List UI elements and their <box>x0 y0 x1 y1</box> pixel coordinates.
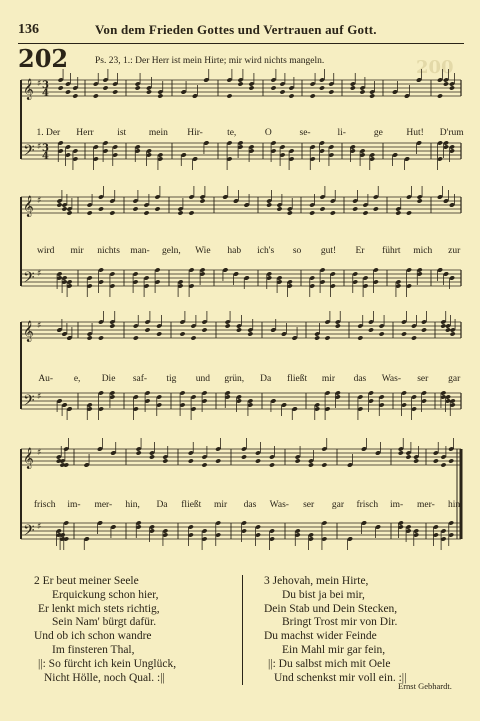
notehead <box>357 335 363 340</box>
notehead <box>66 210 72 215</box>
lyric-syllable: Hir- <box>187 128 203 138</box>
notehead <box>149 454 155 459</box>
notehead <box>279 89 285 94</box>
lyric-syllable: Herr <box>76 128 94 138</box>
lyric-line-3 <box>30 374 470 384</box>
verse-line: Erquickung schon hier, <box>52 588 159 601</box>
notehead <box>321 462 327 467</box>
notehead <box>411 335 417 340</box>
lyric-syllable: Wie <box>195 246 211 256</box>
lyric-syllable: O <box>264 128 272 138</box>
lyric-syllable: tig <box>166 374 177 384</box>
notehead <box>87 210 93 215</box>
notehead <box>177 210 183 215</box>
lyric-syllable: saf- <box>132 374 148 384</box>
lyric-syllable: hin. <box>448 500 463 510</box>
notehead <box>266 202 272 207</box>
time-signature: 3 <box>42 143 49 154</box>
verse-line: Bringt Trost mir von Dir. <box>282 616 398 629</box>
lyric-syllable: ser <box>417 374 429 384</box>
notehead <box>255 458 261 463</box>
lyric-syllable: mer- <box>417 500 435 510</box>
time-signature: 3 <box>42 80 49 91</box>
lyric-syllable: Was- <box>269 500 289 510</box>
notehead <box>309 210 315 215</box>
lyric-syllable: nichts <box>97 246 120 256</box>
lyric-syllable: frisch <box>356 500 379 510</box>
notehead <box>373 206 379 211</box>
notehead <box>350 85 356 90</box>
time-signature: 4 <box>42 151 49 162</box>
sharp-icon: ♯ <box>37 321 42 331</box>
lyric-syllable: das <box>243 500 257 510</box>
notehead <box>61 206 67 211</box>
notehead <box>179 331 185 336</box>
lyric-syllable: gar <box>331 500 345 510</box>
lyric-syllable: frisch <box>33 500 56 510</box>
treble-clef-icon: 𝄞 <box>23 196 34 217</box>
notehead <box>65 89 71 94</box>
notehead <box>93 93 99 98</box>
notehead <box>162 458 168 463</box>
notehead <box>136 450 142 455</box>
lyric-syllable: D'rum <box>439 128 464 138</box>
notehead <box>319 85 325 90</box>
notehead <box>417 198 423 203</box>
time-signature: 4 <box>42 88 49 99</box>
notehead <box>440 462 446 467</box>
notehead <box>368 327 374 332</box>
notehead <box>133 335 139 340</box>
notehead <box>449 85 455 90</box>
notehead <box>295 458 301 463</box>
notehead <box>248 85 254 90</box>
notehead <box>132 206 138 211</box>
lyric-syllable: und <box>195 374 210 384</box>
notehead <box>87 335 93 340</box>
notehead <box>328 89 334 94</box>
sharp-icon: ♯ <box>37 269 42 279</box>
notehead <box>156 331 162 336</box>
notehead <box>421 327 427 332</box>
lyric-syllable: mir <box>321 374 336 384</box>
notehead <box>369 93 375 98</box>
lyric-syllable: wird <box>37 246 55 256</box>
lyric-syllable: Was- <box>381 374 401 384</box>
treble-clef-icon: 𝄞 <box>23 321 34 342</box>
sharp-icon: ♯ <box>37 448 42 458</box>
verse-line: Er lenkt mich stets richtig, <box>38 602 160 615</box>
bass-clef-icon: 𝄢 <box>23 142 35 163</box>
notehead <box>98 206 104 211</box>
notehead <box>405 454 411 459</box>
notehead <box>406 210 412 215</box>
verse-line: Im finsteren Thal, <box>52 643 135 656</box>
verse-line: Und ob ich schon wandre <box>34 630 152 643</box>
notehead <box>102 85 108 90</box>
lyric-syllable: fließt <box>287 374 308 384</box>
lyric-syllable: das <box>353 374 367 384</box>
lyric-syllable: Da <box>156 500 168 510</box>
sharp-icon: ♯ <box>37 522 42 532</box>
lyric-syllable: hin, <box>125 500 140 510</box>
lyric-syllable: mer- <box>94 500 113 510</box>
notehead <box>269 462 275 467</box>
notehead <box>319 206 325 211</box>
lyric-syllable: se- <box>299 128 311 138</box>
notehead <box>398 450 404 455</box>
notehead <box>450 331 456 336</box>
notehead <box>157 93 163 98</box>
notehead <box>154 206 160 211</box>
lyric-syllable: te, <box>227 128 237 138</box>
notehead <box>247 331 253 336</box>
notehead <box>225 323 231 328</box>
lyric-syllable: Er <box>355 246 365 256</box>
lyric-syllable: gut! <box>320 246 337 256</box>
sharp-icon: ♯ <box>37 392 42 402</box>
lyric-syllable: hab <box>227 246 242 256</box>
notehead <box>437 93 443 98</box>
lyric-syllable: ge <box>373 128 383 138</box>
verse-line: ||: So fürcht ich kein Unglück, <box>38 657 177 670</box>
sharp-icon: ♯ <box>37 79 42 89</box>
notehead <box>433 458 439 463</box>
notehead <box>56 202 62 207</box>
notehead <box>236 327 242 332</box>
lyric-syllable: zur <box>448 246 461 256</box>
lyric-syllable: mir <box>214 500 228 510</box>
notehead <box>448 458 454 463</box>
notehead <box>324 335 330 340</box>
verse-line: 2 Er beut meiner Seele <box>34 575 139 587</box>
lyric-syllable: ser <box>303 500 315 510</box>
notehead <box>401 331 407 336</box>
notehead <box>144 327 150 332</box>
lyric-syllable: li- <box>337 128 346 138</box>
lyric-syllable: im- <box>390 500 404 510</box>
lyric-syllable: mir <box>70 246 84 256</box>
notehead <box>98 335 104 340</box>
verse-3 <box>264 575 406 685</box>
notehead <box>310 93 316 98</box>
sharp-icon: ♯ <box>37 142 42 152</box>
notehead <box>445 327 451 332</box>
bass-clef-icon: 𝄢 <box>23 269 35 290</box>
verse-2 <box>34 575 176 685</box>
notehead <box>58 85 64 90</box>
notehead <box>146 89 152 94</box>
notehead <box>72 93 78 98</box>
scripture-reference: Ps. 23, 1.: Der Herr ist mein Hirte; mir wird nichts mangeln. <box>95 56 325 66</box>
notehead <box>362 210 368 215</box>
lyric-syllable: mein <box>148 128 168 138</box>
notehead <box>109 210 115 215</box>
notehead <box>190 335 196 340</box>
notehead <box>330 210 336 215</box>
lyric-syllable: ich's <box>257 246 275 256</box>
lyric-syllable: 1. Der <box>36 128 61 138</box>
notehead <box>413 458 419 463</box>
lyric-syllable: so <box>292 246 302 256</box>
lyric-syllable: man- <box>130 246 150 256</box>
author-credit: Ernst Gebhardt. <box>398 681 452 691</box>
lyric-syllable: Da <box>260 374 272 384</box>
lyric-line-2 <box>30 246 470 256</box>
lyric-syllable: fließt <box>181 500 202 510</box>
lyric-line-4 <box>30 500 470 510</box>
notehead <box>395 210 401 215</box>
hymn-number: 202 <box>18 44 69 73</box>
notehead <box>352 206 358 211</box>
lyric-syllable: gar <box>448 374 461 384</box>
page-number: 136 <box>18 22 39 37</box>
notehead <box>288 93 294 98</box>
notehead <box>314 335 320 340</box>
notehead <box>440 323 446 328</box>
lyric-syllable: ist <box>117 128 127 138</box>
lyric-syllable: geln, <box>162 246 181 256</box>
verse-line: 3 Jehovah, mein Hirte, <box>264 575 369 587</box>
verse-line: Nicht Hölle, noch Qual. :|| <box>44 671 165 684</box>
notehead <box>379 331 385 336</box>
notehead <box>199 198 205 203</box>
notehead <box>143 210 149 215</box>
notehead <box>201 327 207 332</box>
notehead <box>287 210 293 215</box>
lyric-syllable: e, <box>73 374 81 384</box>
lyric-syllable: mich <box>413 246 433 256</box>
lyric-syllable: führt <box>382 246 401 256</box>
verse-line: Ein Mahl mir gar fein, <box>282 643 386 656</box>
lyric-line-1 <box>30 128 470 138</box>
notehead <box>308 462 314 467</box>
notehead <box>241 454 247 459</box>
running-title: Von dem Frieden Gottes und Vertrauen auf Gott. <box>95 22 377 37</box>
notehead <box>63 462 69 467</box>
notehead <box>201 462 207 467</box>
notehead <box>237 81 243 86</box>
notehead <box>276 206 282 211</box>
lyric-syllable: Au- <box>38 374 54 384</box>
treble-clef-icon: 𝄞 <box>23 448 34 469</box>
sharp-icon: ♯ <box>37 196 42 206</box>
notehead <box>226 93 232 98</box>
notehead <box>188 210 194 215</box>
lyric-syllable: Die <box>101 374 116 384</box>
verse-divider <box>242 575 243 685</box>
treble-clef-icon: 𝄞 <box>23 79 34 100</box>
verse-line: ||: Du salbst mich mit Oele <box>268 657 391 670</box>
notehead <box>443 81 449 86</box>
notehead <box>112 89 118 94</box>
notehead <box>359 89 365 94</box>
notehead <box>109 323 115 328</box>
notehead <box>215 458 221 463</box>
bass-clef-icon: 𝄢 <box>23 522 35 543</box>
bleed-through-number: 200 <box>416 57 454 78</box>
lyric-syllable: im- <box>67 500 81 510</box>
verse-line: Sein Nam' bürgt dafür. <box>52 616 157 629</box>
verse-line: Und schenkst mir voll ein. :|| <box>274 671 407 684</box>
verse-line: Du bist ja bei mir, <box>282 588 365 601</box>
verse-line: Dein Stab und Dein Stecken, <box>264 602 398 615</box>
lyric-syllable: grün, <box>224 374 245 384</box>
bass-clef-icon: 𝄢 <box>23 392 35 413</box>
notehead <box>270 85 276 90</box>
notehead <box>188 458 194 463</box>
verse-line: Du machst wider Feinde <box>264 630 377 643</box>
notehead <box>335 323 341 328</box>
notehead <box>135 85 141 90</box>
lyric-syllable: Hut! <box>406 128 424 138</box>
